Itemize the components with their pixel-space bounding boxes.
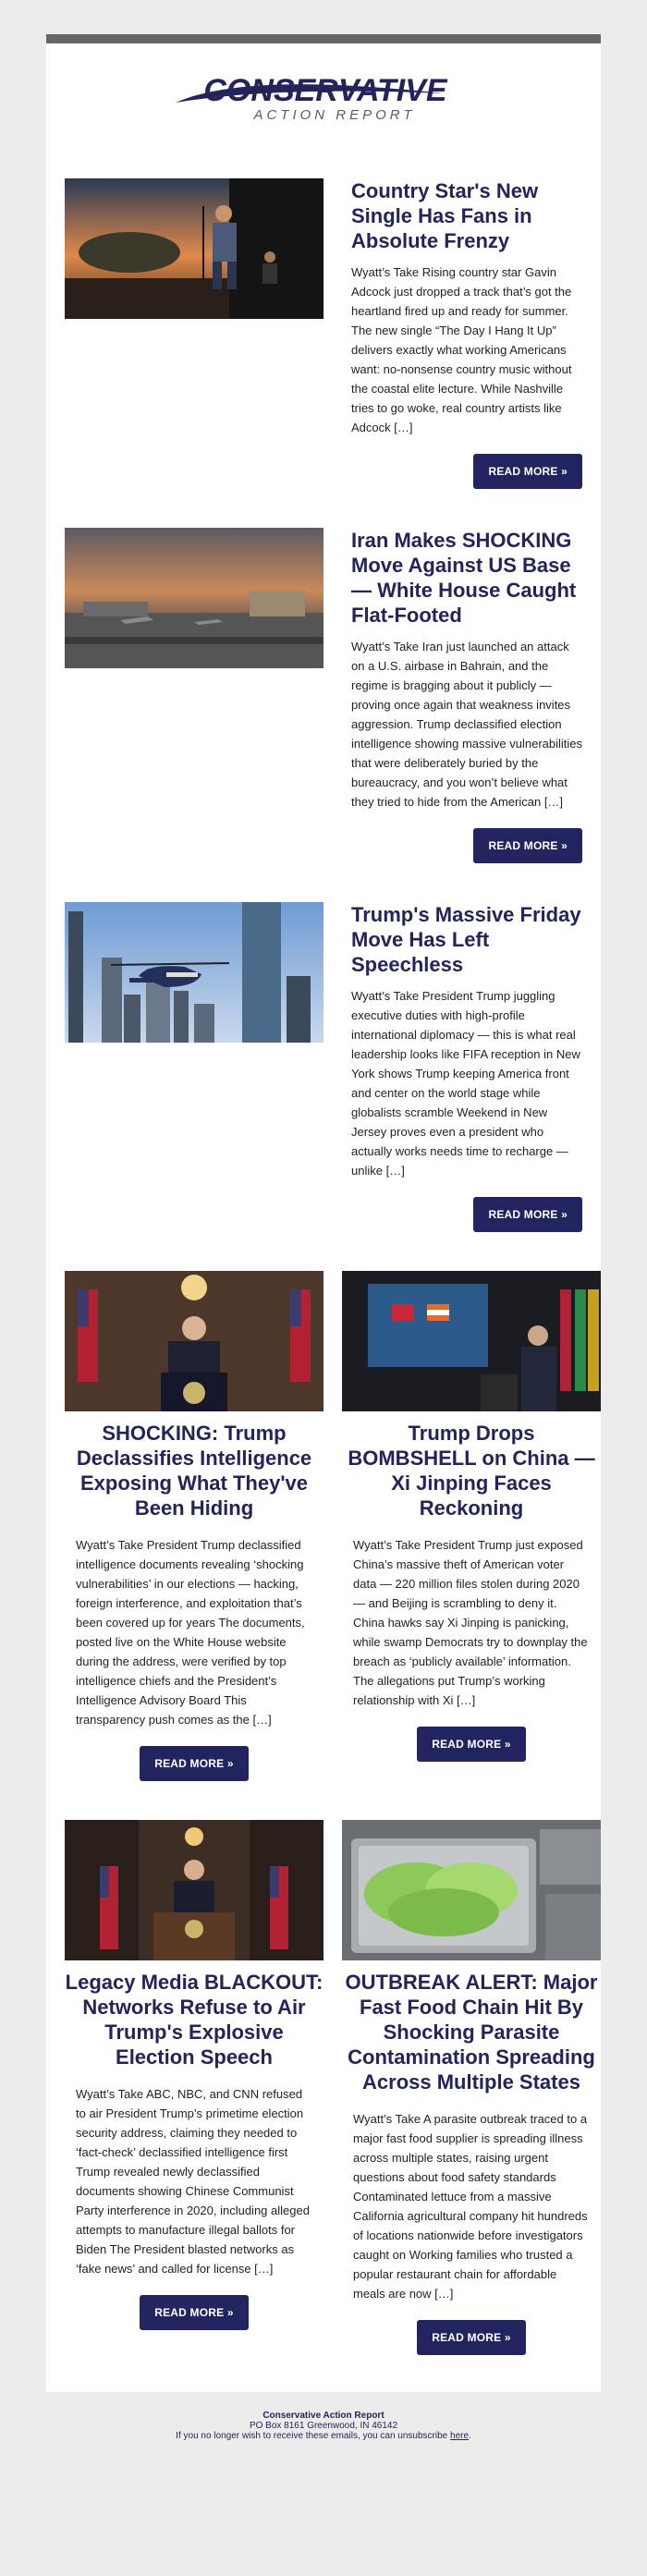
article-image[interactable] bbox=[65, 178, 324, 319]
concert-image bbox=[65, 178, 324, 319]
grid-article-2 bbox=[342, 1271, 601, 1781]
screen-image bbox=[342, 1271, 601, 1411]
article-excerpt: Wyatt’s Take President Trump declassified intelligence documents revealing ‘shocking vulnerabilities’ in our elections — hacking, foreign interference, and exploitation that’s been covered up for years The documents, posted live on the White House website during the address, were verified by top intelligence chiefs and the President’s Intelligence Advisory Board This transparency push comes as the […] bbox=[76, 1538, 305, 1727]
article-grid-row-1 bbox=[46, 1271, 601, 1781]
article-title[interactable]: OUTBREAK ALERT: Major Fast Food Chain Hit By Shocking Parasite Contamination Spreading Across Multiple States bbox=[345, 1971, 598, 2094]
airbase-image bbox=[65, 528, 324, 668]
top-bar bbox=[46, 34, 601, 43]
article-image[interactable] bbox=[65, 528, 324, 668]
article-title[interactable]: Iran Makes SHOCKING Move Against US Base — White House Caught Flat-Footed bbox=[351, 529, 577, 627]
article-title[interactable]: Trump's Massive Friday Move Has Left Speechless bbox=[351, 903, 581, 976]
article-grid-row-2 bbox=[46, 1820, 601, 2355]
logo-graphic bbox=[166, 66, 481, 130]
lettuce-image bbox=[342, 1820, 601, 1960]
featured-article-1 bbox=[46, 153, 601, 489]
read-more-button[interactable]: READ MORE » bbox=[473, 828, 582, 863]
article-title[interactable]: Trump Drops BOMBSHELL on China — Xi Jinping Faces Reckoning bbox=[348, 1422, 595, 1520]
read-more-button[interactable]: READ MORE » bbox=[417, 2320, 526, 2355]
logo-title: CONSERVATIVE bbox=[203, 73, 447, 108]
article-image[interactable] bbox=[65, 1271, 324, 1411]
article-excerpt: Wyatt’s Take ABC, NBC, and CNN refused to air President Trump’s primetime election security address, claiming they needed to ‘fact-check’ declassified intelligence first Trump revealed newly declassified documents showing Chinese Communist Party interference in 2020, including alleged attempts to manufacture illegal ballots for Biden The President blasted networks as ‘fake news’ and called for license […] bbox=[76, 2087, 310, 2276]
footer-address: PO Box 8161 Greenwood, IN 46142 bbox=[249, 2421, 398, 2431]
article-title[interactable]: Legacy Media BLACKOUT: Networks Refuse to Air Trump's Explosive Election Speech bbox=[65, 1971, 324, 2069]
logo-subtitle: ACTION REPORT bbox=[253, 107, 416, 123]
article-title[interactable]: SHOCKING: Trump Declassifies Intelligence Exposing What They've Been Hiding bbox=[76, 1422, 312, 1520]
spacer bbox=[46, 863, 601, 902]
spacer bbox=[46, 1232, 601, 1271]
read-more-button[interactable]: READ MORE » bbox=[417, 1727, 526, 1762]
read-more-button[interactable]: READ MORE » bbox=[140, 2295, 249, 2330]
read-more-button[interactable]: READ MORE » bbox=[473, 454, 582, 489]
read-more-button[interactable]: READ MORE » bbox=[140, 1746, 249, 1781]
footer-unsubscribe bbox=[46, 2431, 601, 2441]
podium-image bbox=[65, 1271, 324, 1411]
featured-article-3 bbox=[46, 902, 601, 1232]
unsubscribe-text: If you no longer wish to receive these emails, you can unsubscribe bbox=[176, 2431, 448, 2441]
article-excerpt: Wyatt’s Take President Trump just exposed China’s massive theft of American voter data — 220 million files stolen during 2020 — and Beijing is scrambling to deny it. China hawks say Xi Jinping is panicking, while swamp Democrats try to downplay the breach as ‘publicly available’ information. The allegations put Trump’s working relationship with Xi […] bbox=[353, 1538, 588, 1707]
address-image bbox=[65, 1820, 324, 1960]
article-excerpt: Wyatt’s Take Rising country star Gavin Adcock just dropped a track that’s got the heartland fired up and ready for summer. The new single “The Day I Hang It Up” delivers exactly what working Americans want: no-nonsense country music without the coastal elite lecture. While Nashville tries to go woke, real country artists like Adcock […] bbox=[351, 265, 572, 434]
brand-logo[interactable] bbox=[46, 43, 601, 153]
article-image[interactable] bbox=[65, 902, 324, 1043]
read-more-button[interactable]: READ MORE » bbox=[473, 1197, 582, 1232]
unsubscribe-link[interactable]: here bbox=[450, 2431, 470, 2441]
grid-article-4 bbox=[342, 1820, 601, 2355]
spacer bbox=[46, 489, 601, 528]
spacer bbox=[46, 1781, 601, 1820]
article-excerpt: Wyatt’s Take Iran just launched an attack on a U.S. airbase in Bahrain, and the regime is bragging about it publicly — proving once again that weakness invites aggression. Trump declassified election intelligence showing massive vulnerabilities that were deliberately buried by the bureaucracy, and you won’t believe what they tried to hide from the American […] bbox=[351, 640, 583, 809]
grid-article-3 bbox=[65, 1820, 324, 2355]
article-title[interactable]: Country Star's New Single Has Fans in Absolute Frenzy bbox=[351, 179, 539, 252]
article-image[interactable] bbox=[342, 1271, 601, 1411]
article-image[interactable] bbox=[342, 1820, 601, 1960]
article-excerpt: Wyatt’s Take President Trump juggling executive duties with high-profile international diplomacy — this is what real leadership looks like FIFA reception in New York shows Trump keeping America front and center on the world stage while globalists scramble Weekend in New Jersey proves even a president who actually works needs time to recharge — unlike […] bbox=[351, 989, 580, 1178]
helicopter-image bbox=[65, 902, 324, 1043]
email-wrapper bbox=[46, 34, 601, 2441]
featured-article-2 bbox=[46, 528, 601, 863]
footer-org-name: Conservative Action Report bbox=[262, 2411, 385, 2421]
grid-article-1 bbox=[65, 1271, 324, 1781]
email-footer bbox=[46, 2392, 601, 2441]
unsubscribe-period: . bbox=[469, 2431, 471, 2441]
newsletter-card bbox=[46, 43, 601, 2392]
article-excerpt: Wyatt’s Take A parasite outbreak traced to a major fast food supplier is spreading illness across multiple states, raising urgent questions about food safety standards Contaminated lettuce from a massive California agricultural company hit hundreds of locations nationwide before investigators caught on Working families who trusted a popular restaurant chain for affordable meals are now […] bbox=[353, 2112, 588, 2301]
article-image[interactable] bbox=[65, 1820, 324, 1960]
